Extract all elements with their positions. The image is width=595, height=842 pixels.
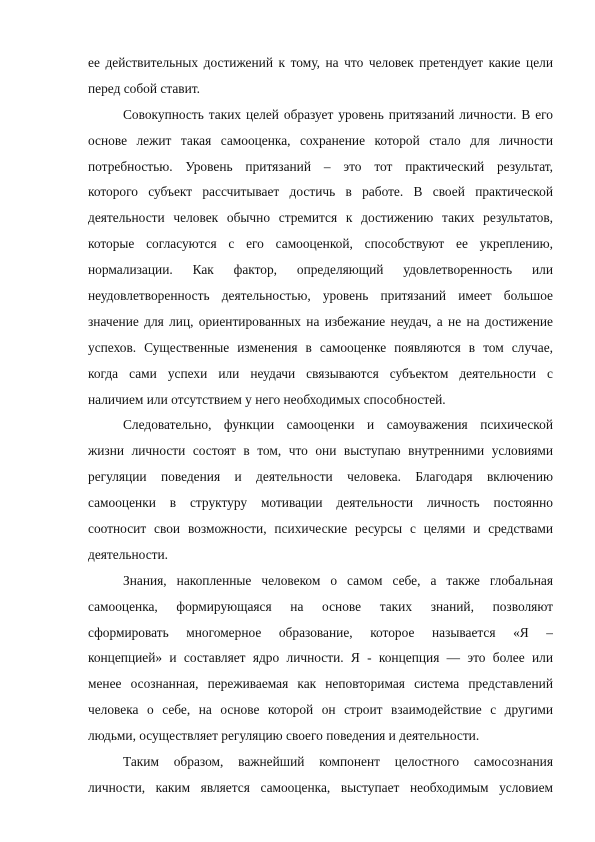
text-line: основе лежит такая самооценка, сохранение которой стало для личности [88,132,553,148]
text-line: Знания, накопленные человеком о самом себе, а также глобальная [123,572,553,588]
paragraph [88,50,553,102]
document-page [88,50,553,801]
text-line: потребностью. Уровень притязаний – это тот практический результат, [88,158,553,174]
text-line: соотносит свои возможности, психические ресурсы с целями и средствами [88,521,553,537]
paragraph [88,102,553,413]
text-line: человека о себе, на основе которой он строит взаимодействие с другими [88,702,553,718]
text-line: личности, каким является самооценка, выступает необходимым условием [88,779,553,795]
text-line: перед собой ставит. [88,80,200,96]
text-line: неудовлетворенность деятельностью, уровень притязаний имеет большое [88,288,553,304]
text-line: Таким образом, важнейший компонент целостного самосознания [123,754,553,770]
text-line: значение для лиц, ориентированных на избежание неудач, а не на достижение [88,313,553,329]
text-line: успехов. Существенные изменения в самооценке появляются в том случае, [88,339,553,355]
paragraph [88,412,553,567]
text-line: наличием или отсутствием у него необходимых способностей. [88,391,446,407]
text-line: Следовательно, функции самооценки и самоуважения психической [123,417,553,433]
text-line: деятельности. [88,546,169,562]
text-line: концепцией» и составляет ядро личности. Я - концепция — это более или [88,650,553,666]
paragraph [88,568,553,749]
text-line: жизни личности состоят в том, что они выступаю внутренними условиями [88,443,553,459]
text-line: Совокупность таких целей образует уровень притязаний личности. В его [123,106,553,122]
text-line: самооценка, формирующаяся на основе таких знаний, позволяют [88,598,553,614]
text-line: сформировать многомерное образование, которое называется «Я – [88,624,553,640]
text-line: ее действительных достижений к тому, на что человек претендует какие цели [88,55,553,70]
text-line: которые согласуются с его самооценкой, способствуют ее укреплению, [88,236,553,252]
text-line: когда сами успехи или неудачи связываются субъектом деятельности с [88,365,553,381]
text-line: которого субъект рассчитывает достичь в работе. В своей практической [88,184,553,200]
paragraph [88,749,553,801]
text-line: нормализации. Как фактор, определяющий удовлетворенность или [88,262,553,278]
text-line: людьми, осуществляет регуляцию своего поведения и деятельности. [88,728,480,744]
text-line: менее осознанная, переживаемая как неповторимая система представлений [88,676,553,692]
text-line: регуляции поведения и деятельности человека. Благодаря включению [88,469,553,485]
text-line: самооценки в структуру мотивации деятельности личность постоянно [88,495,553,511]
text-line: деятельности человек обычно стремится к достижению таких результатов, [88,210,553,226]
